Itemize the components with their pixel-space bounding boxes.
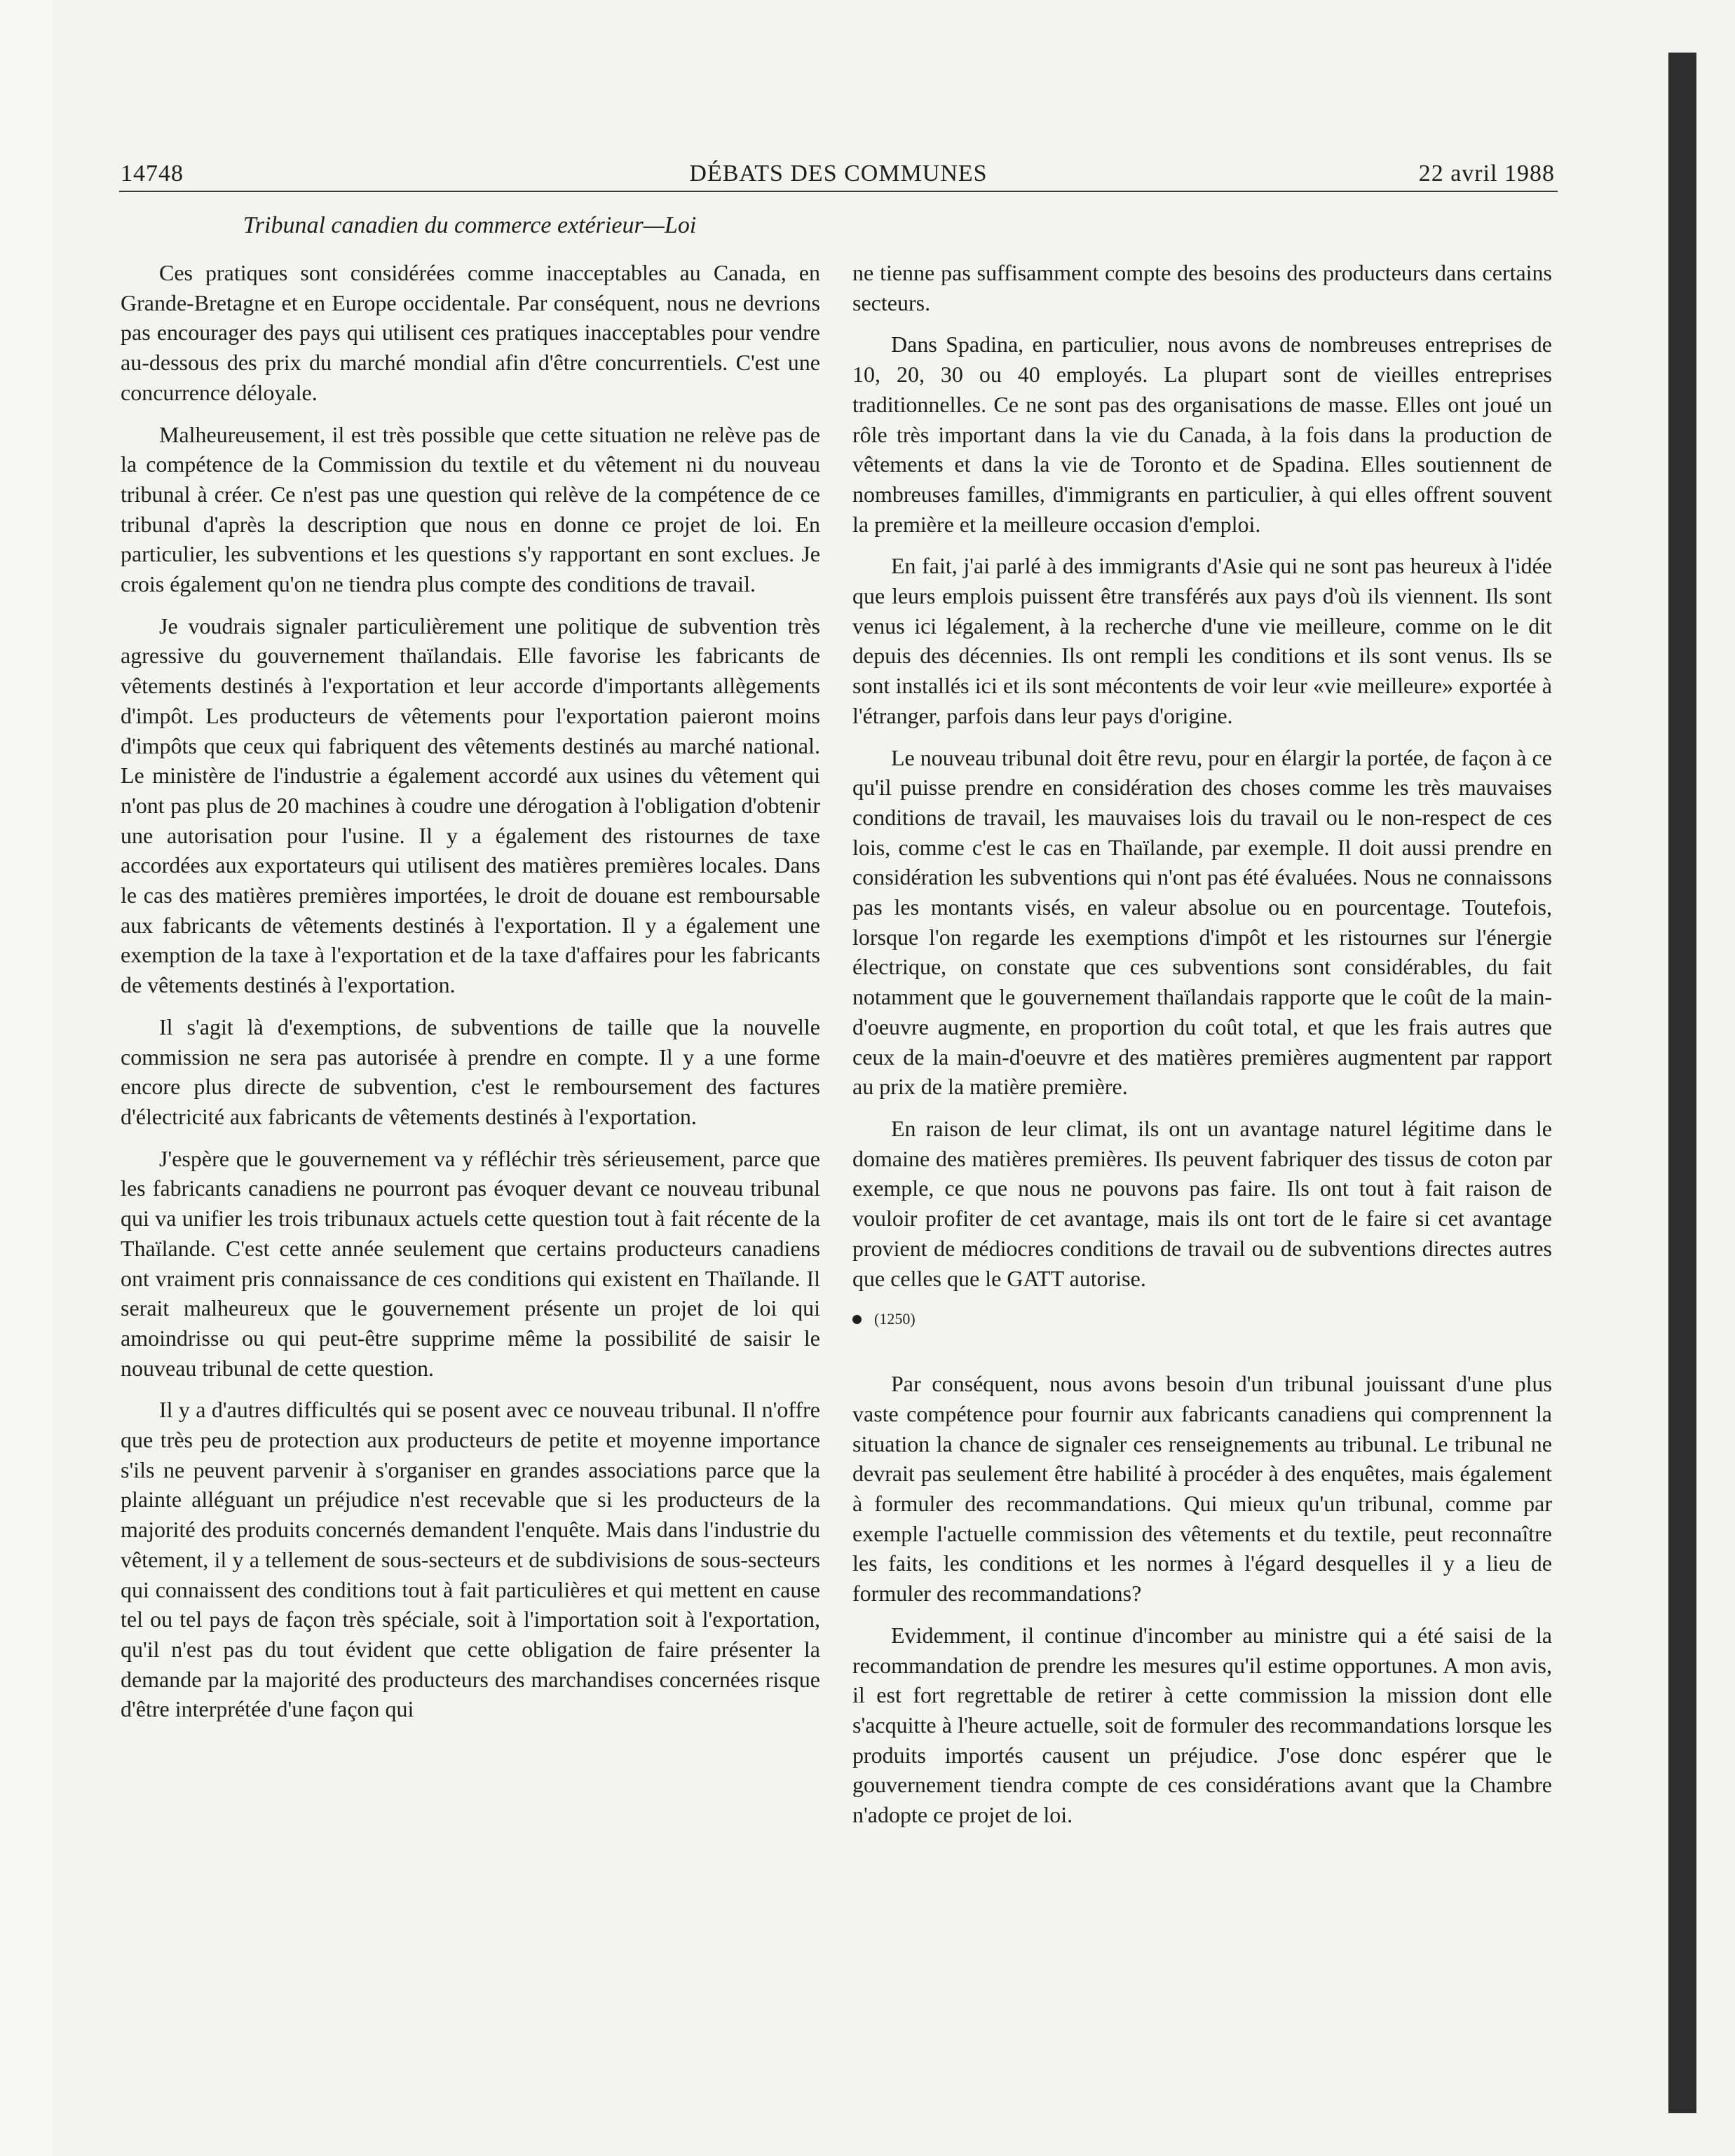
paragraph: En raison de leur climat, ils ont un avantage naturel légitime dans le domaine des matières premières. Ils peuvent fabriquer des tissus de coton par exemple, ce que nous ne pouvons pas faire. Ils ont tout à fait raison de vouloir profiter de cet avantage, mais ils ont tort de le faire si cet avantage provient de médiocres conditions de travail ou de subventions directes autres que celles que le GATT autorise. <box>852 1115 1552 1291</box>
publication-date: 22 avril 1988 <box>1418 161 1555 186</box>
binding-strip <box>1668 53 1696 2113</box>
paragraph: Par conséquent, nous avons besoin d'un tribunal jouissant d'une plus vaste compétence pour fournir aux fabricants canadiens qui comprennent la situation la chance de signaler ces renseignements au tribunal. Le tribunal ne devrait pas seulement être habilité à procéder à des enquêtes, mais également à formuler des recommandations. Qui mieux qu'un tribunal, comme par exemple l'actuelle commission des vêtements et du textile, peut reconnaître les faits, les conditions et les normes à l'égard desquelles il y a lieu de formuler des recommandations? <box>852 1371 1552 1606</box>
right-column <box>852 258 1552 1842</box>
section-title: Tribunal canadien du commerce extérieur—Loi <box>243 212 697 238</box>
paragraph: Je voudrais signaler particulièrement une politique de subvention très agressive du gouvernement thaïlandais. Elle favorise les fabricants de vêtements destinés à l'exportation et leur accorde d'importants allègements d'impôt. Les producteurs de vêtements pour l'exportation paieront moins d'impôts que ceux qui fabriquent des vêtements destinés au marché national. Le ministère de l'industrie a également accordé aux usines du vêtement qui n'ont pas plus de 20 machines à coudre une dérogation à l'obligation d'obtenir une autorisation pour l'usine. Il y a également des ristournes de taxe accordées aux exportateurs qui utilisent des matières premières locales. Dans le cas des matières premières importées, le droit de douane est remboursable aux fabricants de vêtements destinés à l'exportation. Il y a également une exemption de la taxe à l'exportation et de la taxe d'affaires pour les fabricants de vêtements destinés à l'exportation. <box>121 613 820 998</box>
page-header <box>119 158 1558 192</box>
paragraph: Il s'agit là d'exemptions, de subventions de taille que la nouvelle commission ne sera pas autorisée à prendre en compte. Il y a une forme encore plus directe de subvention, c'est le remboursement des factures d'électricité aux fabricants de vêtements destinés à l'exportation. <box>121 1014 820 1129</box>
paragraph: J'espère que le gouvernement va y réfléchir très sérieusement, parce que les fabricants canadiens ne pourront pas évoquer devant ce nouveau tribunal qui va unifier les trois tribunaux actuels cette question tout à fait récente de la Thaïlande. C'est cette année seulement que certains producteurs canadiens ont vraiment pris connaissance de ces conditions qui existent en Thaïlande. Il serait malheureux que le gouvernement présente un projet de loi qui amoindrisse ou qui peut-être supprime même la possibilité de saisir le nouveau tribunal de cette question. <box>121 1145 820 1381</box>
bullet-icon <box>852 1315 862 1324</box>
time-marker <box>852 1309 1552 1330</box>
scan-margin <box>0 0 53 2156</box>
page-number: 14748 <box>121 161 184 186</box>
paragraph: En fait, j'ai parlé à des immigrants d'Asie qui ne sont pas heureux à l'idée que leurs emplois puissent être transférés aux pays d'où ils viennent. Ils sont venus ici légalement, à la recherche d'une vie meilleure, comme on le dit depuis des décennies. Ils ont rempli les conditions et ils sont venus. Ils se sont installés ici et ils sont mécontents de voir leur «vie meilleure» exportée à l'étranger, parfois dans leur pays d'origine. <box>852 553 1552 728</box>
paragraph: Ces pratiques sont considérées comme inacceptables au Canada, en Grande-Bretagne et en Europe occidentale. Par conséquent, nous ne devrions pas encourager des pays qui utilisent ces pratiques inacceptables pour vendre au-dessous des prix du marché mondial afin d'être concurrentiels. C'est une concurrence déloyale. <box>121 260 820 405</box>
time-marker-text: (1250) <box>874 1310 916 1328</box>
left-column <box>121 258 820 1736</box>
paragraph: Malheureusement, il est très possible que cette situation ne relève pas de la compétence de la Commission du textile et du vêtement ni du nouveau tribunal à créer. Ce n'est pas une question qui relève de la compétence de ce tribunal d'après la description que nous en donne ce projet de loi. En particulier, les subventions et les questions s'y rapportant en sont exclues. Je crois également qu'on ne tiendra plus compte des conditions de travail. <box>121 421 820 597</box>
paragraph: Il y a d'autres difficultés qui se posent avec ce nouveau tribunal. Il n'offre que très peu de protection aux producteurs de petite et moyenne importance s'ils ne peuvent parvenir à s'organiser en grandes associations parce que la plainte alléguant un préjudice n'est recevable que si les producteurs de la majorité des produits concernés demandent l'enquête. Mais dans l'industrie du vêtement, il y a tellement de sous-secteurs et de subdivisions de sous-secteurs qui connaissent des conditions tout à fait particulières et qui mettent en cause tel ou tel pays de façon très spéciale, soit à l'importation soit à l'exportation, qu'il n'est pas du tout évident que cette obligation de faire présenter la demande par la majorité des producteurs des marchandises concernées risque d'être interprétée d'une façon qui <box>121 1397 820 1722</box>
paragraph: Evidemment, il continue d'incomber au ministre qui a été saisi de la recommandation de prendre les mesures qu'il estime opportunes. A mon avis, il est fort regrettable de retirer à cette commission la mission dont elle s'acquitte à l'heure actuelle, soit de formuler des recommandations lorsque les produits importés causent un préjudice. J'ose donc espérer que le gouvernement tiendra compte de ces considérations avant que la Chambre n'adopte ce projet de loi. <box>852 1622 1552 1828</box>
continued-paragraph: ne tienne pas suffisamment compte des besoins des producteurs dans certains secteurs. <box>852 260 1552 315</box>
paragraph: Dans Spadina, en particulier, nous avons de nombreuses entreprises de 10, 20, 30 ou 40 employés. La plupart sont de vieilles entreprises traditionnelles. Ce ne sont pas des organisations de masse. Elles ont joué un rôle très important dans la vie du Canada, à la fois dans la production de vêtements et dans la vie de Toronto et de Spadina. Elles soutiennent de nombreuses familles, d'immigrants en particulier, à qui elles offrent souvent la première et la meilleure occasion d'emploi. <box>852 332 1552 537</box>
journal-title: DÉBATS DES COMMUNES <box>689 161 988 186</box>
paragraph: Le nouveau tribunal doit être revu, pour en élargir la portée, de façon à ce qu'il puisse prendre en considération des choses comme les très mauvaises conditions de travail, les mauvaises lois du travail ou le non-respect de ces lois, comme c'est le cas en Thaïlande, par exemple. Il doit aussi prendre en considération les subventions qui n'ont pas été évaluées. Nous ne connaissons pas les montants visés, en valeur absolue ou en pourcentage. Toutefois, lorsque l'on regarde les exemptions d'impôt et les ristournes sur l'énergie électrique, on constate que ces subventions sont considérables, du fait notamment que le gouvernement thaïlandais rapporte que le coût de la main-d'oeuvre augmente, en proportion du coût total, et que les frais autres que ceux de la main-d'oeuvre et des matières premières augmentent par rapport au prix de la matière première. <box>852 744 1552 1100</box>
